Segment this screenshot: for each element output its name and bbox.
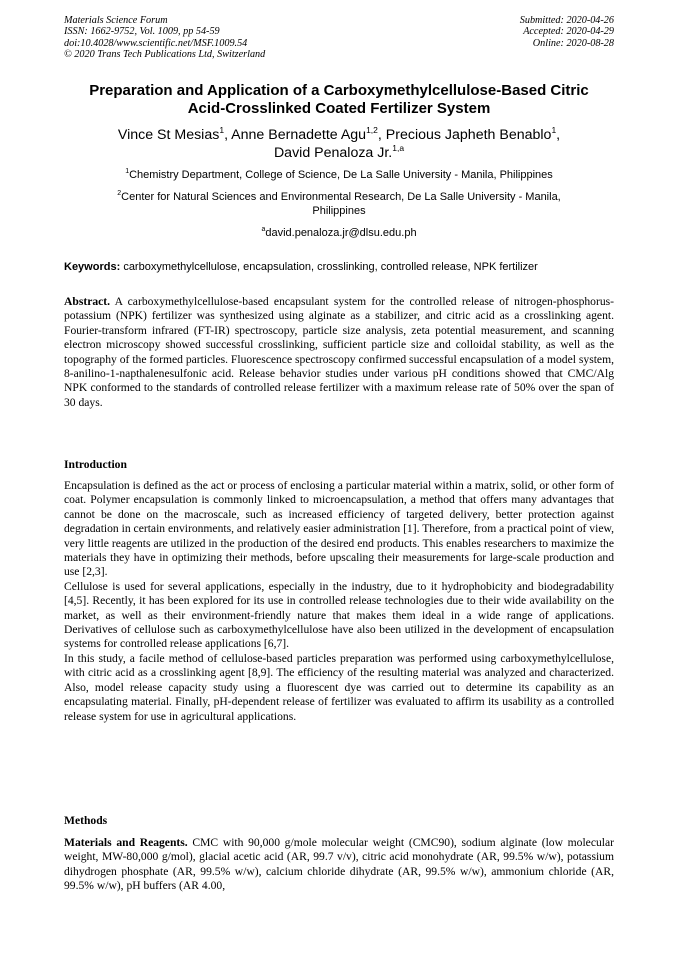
journal-issn: ISSN: 1662-9752, Vol. 1009, pp 54-59 [64, 26, 220, 38]
section-heading-methods: Methods [64, 814, 108, 827]
journal-doi: doi:10.4028/www.scientific.net/MSF.1009.54 [64, 37, 248, 49]
journal-info [64, 15, 265, 61]
abstract [64, 295, 614, 410]
subsection-lead: Materials and Reagents. [64, 836, 188, 849]
affiliation-mark: 1 [125, 168, 130, 175]
author-list: Vince St Mesias$^1$, Anne Bernadette Agu$^{1,2}$, Precious Japheth Benablo$^1$, David Penaloza Jr.$^{1,a}$ [117, 125, 561, 161]
affiliation-text-cont: Philippines [312, 205, 366, 217]
accepted-date: Accepted: 2020-04-29 [523, 26, 614, 38]
journal-name: Materials Science Forum [64, 15, 168, 26]
submitted-date: Submitted: 2020-04-26 [519, 15, 614, 26]
affiliation-text: Center for Natural Sciences and Environmental Research, De La Salle University - Manila, [121, 191, 561, 203]
paper-title-line2: Acid-Crosslinked Coated Fertilizer System [187, 100, 491, 117]
email-mark: a [261, 226, 266, 233]
introduction-body [64, 479, 614, 724]
paragraph: Encapsulation is defined as the act or process of enclosing a particular material within a matrix, solid, or other form of coat. Polymer encapsulation is commonly linked to microencapsulation, a method that offers many advantages that cannot be done on the macroscale, such as increased efficiency of targeted delivery, better protection against degradation in certain environments, and relatively easier administration [1]. Therefore, from a practical point of view, very little reagents are utilized in the production of the desired end products. This enables researchers to maximize the materials they have in optimizing their methods, before upscaling their measurements for large-scale production and use [2,3]. [64, 479, 614, 579]
author-affiliation-mark: 1,a [392, 143, 405, 153]
methods-body [64, 836, 614, 894]
paper-title [60, 82, 618, 118]
author-affiliation-mark: 1 [551, 125, 557, 135]
affiliation-mark: 2 [117, 190, 122, 197]
author-name: David Penaloza Jr. [273, 145, 393, 161]
keywords-text: carboxymethylcellulose, encapsulation, crosslinking, controlled release, NPK fertilizer [123, 261, 538, 273]
paper-title-line1: Preparation and Application of a Carboxymethylcellulose-Based Citric [89, 82, 589, 99]
corresponding-email [64, 226, 614, 240]
section-heading-introduction: Introduction [64, 458, 127, 471]
author-name: Anne Bernadette Agu [231, 127, 367, 143]
affiliation-text: Chemistry Department, College of Science, De La Salle University - Manila, Philippines [129, 169, 553, 181]
affiliation-1 [64, 168, 614, 182]
abstract-text: A carboxymethylcellulose-based encapsulant system for the controlled release of nitrogen-phosphorus-potassium (NPK) fertilizer was synthesized using alginate as a stabilizer, and citric acid as a crosslinking agent. Fourier-transform infrared (FT-IR) spectroscopy, particle size analysis, zeta potential measurement, and scanning electron microscopy showed successful crosslinking, sufficient particle size and colloidal stability, as well as the topography of the formed particles. Fluorescence spectroscopy confirmed successful encapsulation of a model system, 8-anilino-1-napthalenesulfonic acid. Release behavior studies under various pH conditions showed that CMC/Alg NPK conformed to the standards of controlled release fertilizer with a maximum release rate of 50% over the span of 30 days. [64, 295, 614, 409]
online-date: Online: 2020-08-28 [532, 37, 614, 49]
paragraph: Cellulose is used for several applications, especially in the industry, due to it hydrophobicity and biodegradability [4,5]. Recently, it has been explored for its use in controlled release technologies due to their wide availability on the market, as well as their environment-friendly nature that makes them ideal in a wide range of applications. Derivatives of cellulose such as carboxymethylcellulose have also been utilized in the development of encapsulation systems for controlled release applications [6,7]. [64, 579, 614, 651]
keywords [64, 260, 616, 274]
journal-copyright: © 2020 Trans Tech Publications Ltd, Switzerland [64, 49, 266, 61]
author-affiliation-mark: 1 [219, 125, 225, 135]
keywords-label: Keywords: [64, 261, 121, 273]
publication-dates [520, 15, 614, 49]
affiliation-2 [64, 190, 614, 218]
paragraph: In this study, a facile method of cellulose-based particles preparation was performed using carboxymethylcellulose, with citric acid as a crosslinking agent [8,9]. The efficiency of the resulting material was analyzed and characterized. Also, model release capacity study using a fluorescent dye was carried out to determine its capability as an encapsulating material. Finally, pH-dependent release of fertilizer was evaluated to affirm its usability as a controlled release system for use in agricultural applications. [64, 651, 614, 723]
email-address: david.penaloza.jr@dlsu.edu.ph [265, 227, 417, 239]
author-name: Vince St Mesias [117, 127, 220, 143]
paragraph: CMC with 90,000 g/mole molecular weight (CMC90), sodium alginate (low molecular weight, MW-80,000 g/mol), glacial acetic acid (AR, 99.7 v/v), citric acid monohydrate (AR, 99.5% w/w), potassium dihydrogen phosphate (AR, 99.5% w/w), calcium chloride dihydrate (AR, 99.5% w/w), ammonium chloride (AR, 99.5% w/w), pH buffers (AR 4.00, [64, 836, 614, 893]
author-name: Precious Japheth Benablo [385, 127, 552, 143]
abstract-label: Abstract. [64, 295, 111, 308]
author-affiliation-mark: 1,2 [366, 125, 378, 135]
